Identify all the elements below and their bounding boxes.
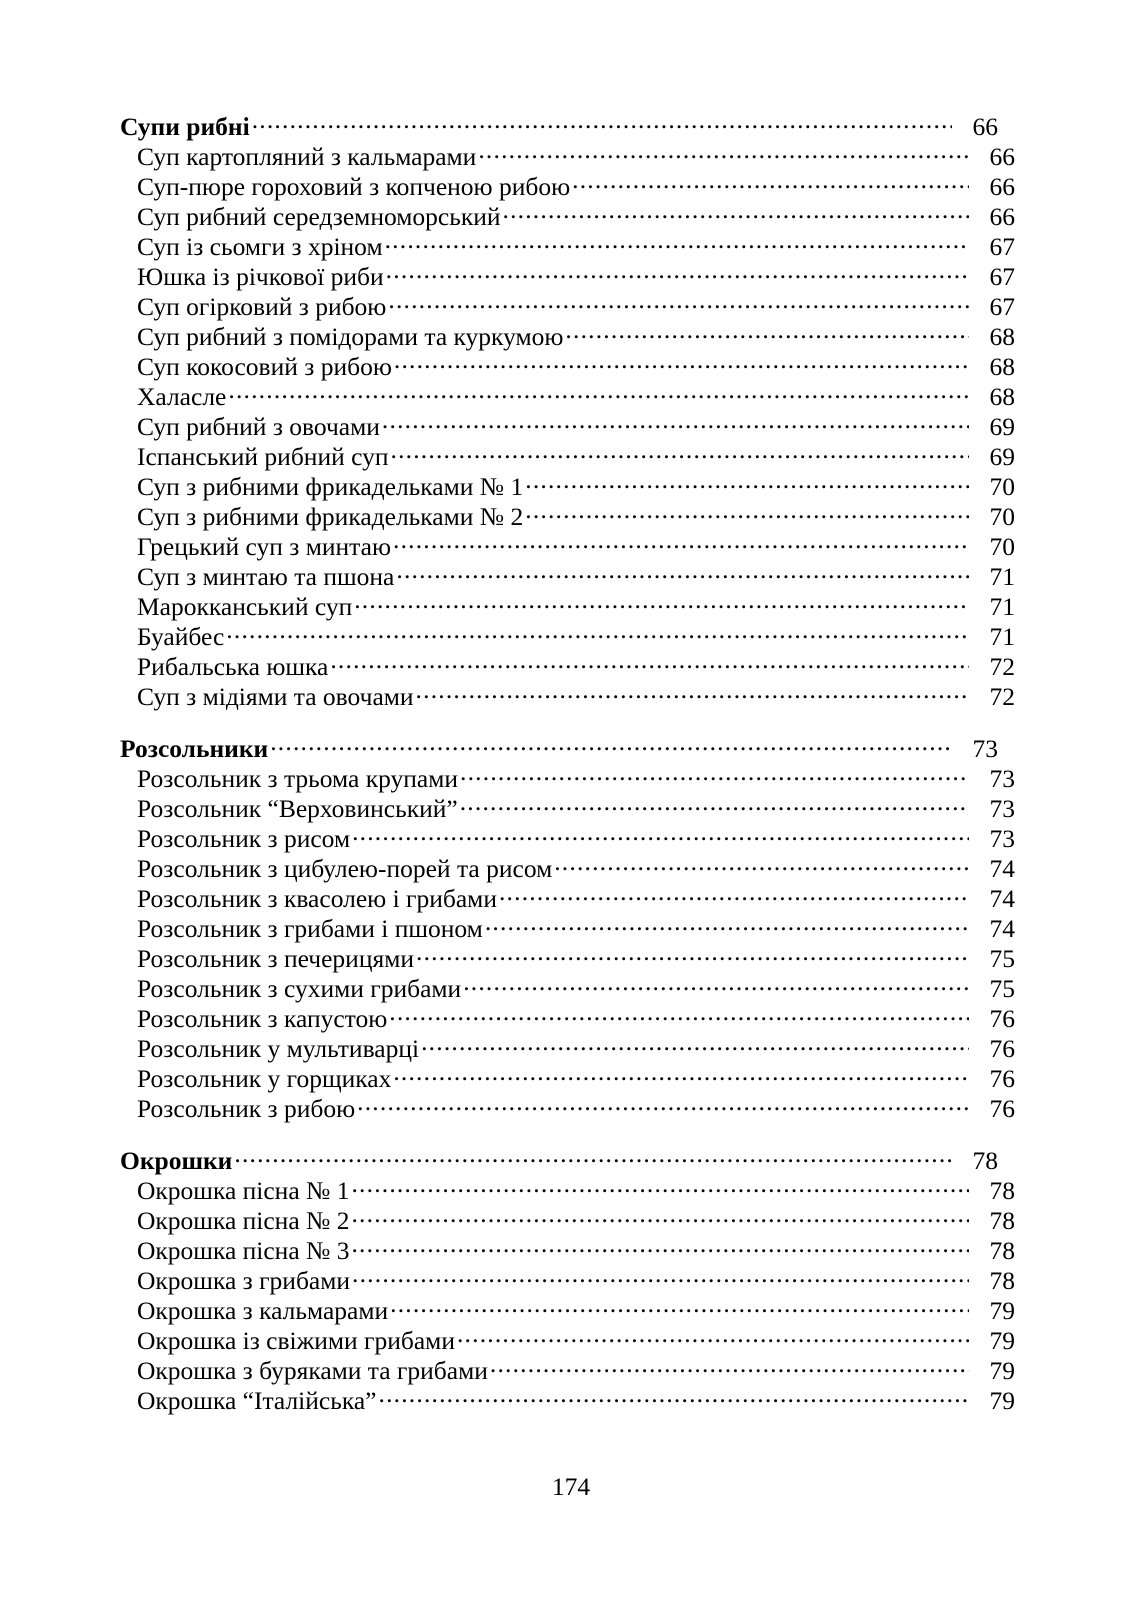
toc-entry-label: Розсольник з цибулею-порей та рисом (137, 854, 553, 883)
dot-leader (499, 891, 969, 907)
toc-entry-label: Окрошка з грибами (137, 1266, 351, 1295)
toc-page-number: 75 (989, 944, 1015, 973)
toc-entry-label: Іспанський рибний суп (137, 442, 389, 471)
dot-leader (485, 921, 969, 937)
toc-entry-label: Розсольник з трьома крупами (137, 764, 459, 793)
dot-leader (460, 801, 969, 817)
toc-entry-row[interactable] (137, 682, 1015, 712)
toc-page-number: 70 (989, 472, 1015, 501)
dot-leader (357, 1101, 969, 1117)
toc-entry-label: Рибальська юшка (137, 652, 329, 681)
toc-entry-label: Юшка із річкової риби (137, 262, 384, 291)
toc-entry-row[interactable] (137, 914, 1015, 944)
toc-heading-label: Розсольники (120, 734, 269, 763)
dot-leader (490, 1363, 969, 1379)
toc-page-number: 78 (989, 1206, 1015, 1235)
toc-entry-row[interactable] (137, 652, 1015, 682)
toc-group (120, 1146, 1015, 1416)
toc-page-number: 71 (989, 622, 1015, 651)
toc-entry-row[interactable] (137, 262, 1015, 292)
toc-entry-row[interactable] (137, 854, 1015, 884)
toc-entry-row[interactable] (137, 1356, 1015, 1386)
footer-page-number: 174 (551, 1472, 591, 1501)
toc-heading-row[interactable] (120, 734, 998, 764)
dot-leader (352, 1273, 969, 1289)
dot-leader (388, 299, 969, 315)
toc-entry-label: Окрошка пісна № 3 (137, 1236, 350, 1265)
toc-entry-row[interactable] (137, 1386, 1015, 1416)
toc-page-number: 66 (989, 142, 1015, 171)
toc-page-number: 68 (989, 322, 1015, 351)
toc-entry-row[interactable] (137, 1064, 1015, 1094)
toc-group (120, 112, 1015, 712)
toc-page-number: 66 (972, 112, 998, 141)
dot-leader (252, 119, 952, 135)
toc-entry-row[interactable] (137, 884, 1015, 914)
toc-heading-label: Супи рибні (120, 112, 250, 141)
dot-leader (385, 239, 969, 255)
dot-leader (354, 599, 969, 615)
toc-heading-row[interactable] (120, 112, 998, 142)
toc-entry-row[interactable] (137, 1004, 1015, 1034)
toc-entry-row[interactable] (137, 974, 1015, 1004)
dot-leader (382, 419, 969, 435)
toc-entry-row[interactable] (137, 1326, 1015, 1356)
toc-entry-label: Розсольник “Верховинський” (137, 794, 458, 823)
toc-group (120, 734, 1015, 1124)
toc-entry-label: Розсольник з капустою (137, 1004, 388, 1033)
toc-entry-label: Суп з мідіями та овочами (137, 682, 414, 711)
toc-entry-label: Розсольник у мультиварці (137, 1034, 420, 1063)
toc-page-number: 73 (989, 824, 1015, 853)
table-of-contents (120, 112, 1015, 1416)
toc-entry-label: Окрошка пісна № 2 (137, 1206, 350, 1235)
dot-leader (352, 831, 969, 847)
toc-entry-row[interactable] (137, 352, 1015, 382)
toc-page-number: 67 (989, 262, 1015, 291)
toc-entry-row[interactable] (137, 322, 1015, 352)
toc-entry-label: Розсольник з рисом (137, 824, 351, 853)
dot-leader (421, 1041, 969, 1057)
toc-entry-row[interactable] (137, 412, 1015, 442)
dot-leader (390, 1303, 969, 1319)
toc-entry-label: Буайбес (137, 622, 225, 651)
toc-entry-row[interactable] (137, 382, 1015, 412)
dot-leader (234, 1153, 952, 1169)
toc-page-number: 73 (989, 764, 1015, 793)
toc-entry-row[interactable] (137, 1296, 1015, 1326)
toc-page-number: 71 (989, 592, 1015, 621)
dot-leader (386, 269, 969, 285)
toc-entry-row[interactable] (137, 592, 1015, 622)
toc-entry-label: Суп рибний з помідорами та куркумою (137, 322, 564, 351)
toc-page-number: 76 (989, 1064, 1015, 1093)
toc-entry-row[interactable] (137, 1094, 1015, 1124)
toc-entry-label: Окрошка з кальмарами (137, 1296, 389, 1325)
toc-entry-label: Розсольник з печерицями (137, 944, 414, 973)
toc-entry-label: Суп огірковий з рибою (137, 292, 387, 321)
toc-page-number: 78 (989, 1266, 1015, 1295)
dot-leader (351, 1213, 969, 1229)
dot-leader (351, 1183, 969, 1199)
toc-page-number: 79 (989, 1356, 1015, 1385)
dot-leader (525, 479, 969, 495)
toc-entry-label: Розсольник з квасолею і грибами (137, 884, 497, 913)
toc-page-number: 79 (989, 1326, 1015, 1355)
toc-entry-row[interactable] (137, 442, 1015, 472)
toc-page-number: 78 (972, 1146, 998, 1175)
toc-entry-label: Розсольник з рибою (137, 1094, 356, 1123)
toc-page-number: 67 (989, 292, 1015, 321)
dot-leader (478, 149, 969, 165)
dot-leader (351, 1243, 969, 1259)
dot-leader (416, 951, 969, 967)
toc-page-number: 67 (989, 232, 1015, 261)
dot-leader (393, 539, 969, 555)
dot-leader (572, 179, 969, 195)
toc-page-number: 66 (989, 172, 1015, 201)
toc-entry-label: Окрошка пісна № 1 (137, 1176, 350, 1205)
toc-entry-row[interactable] (137, 502, 1015, 532)
dot-leader (226, 629, 969, 645)
toc-entry-label: Марокканський суп (137, 592, 353, 621)
toc-page-number: 74 (989, 854, 1015, 883)
dot-leader (554, 861, 969, 877)
toc-entry-label: Розсольник з грибами і пшоном (137, 914, 483, 943)
toc-entry-label: Суп із сьомги з хріном (137, 232, 383, 261)
toc-page-number: 79 (989, 1386, 1015, 1415)
toc-entry-label: Суп з рибними фрикадельками № 1 (137, 472, 524, 501)
dot-leader (394, 359, 969, 375)
toc-entry-label: Суп кокосовий з рибою (137, 352, 392, 381)
toc-entry-row[interactable] (137, 944, 1015, 974)
toc-page-number: 70 (989, 532, 1015, 561)
dot-leader (460, 771, 969, 787)
toc-entry-row[interactable] (137, 1206, 1015, 1236)
dot-leader (391, 449, 970, 465)
toc-entry-row[interactable] (137, 794, 1015, 824)
toc-entry-row[interactable] (137, 1034, 1015, 1064)
dot-leader (565, 329, 969, 345)
toc-entry-row[interactable] (137, 1176, 1015, 1206)
toc-page-number: 79 (989, 1296, 1015, 1325)
toc-entry-label: Розсольник у горщиках (137, 1064, 392, 1093)
toc-page-number: 70 (989, 502, 1015, 531)
toc-entry-row[interactable] (137, 292, 1015, 322)
dot-leader (463, 981, 969, 997)
toc-entry-label: Суп з рибними фрикадельками № 2 (137, 502, 524, 531)
dot-leader (379, 1393, 970, 1409)
toc-entry-row[interactable] (137, 232, 1015, 262)
toc-entry-label: Суп картопляний з кальмарами (137, 142, 477, 171)
dot-leader (228, 389, 969, 405)
toc-page-number: 69 (989, 412, 1015, 441)
toc-page-number: 76 (989, 1094, 1015, 1123)
toc-page-number: 66 (989, 202, 1015, 231)
toc-page-number: 71 (989, 562, 1015, 591)
toc-page-number: 74 (989, 884, 1015, 913)
dot-leader (457, 1333, 969, 1349)
toc-entry-label: Халасле (137, 382, 227, 411)
dot-leader (270, 741, 952, 757)
toc-entry-label: Суп рибний з овочами (137, 412, 380, 441)
toc-heading-label: Окрошки (120, 1146, 233, 1175)
toc-entry-row[interactable] (137, 622, 1015, 652)
toc-page-number: 78 (989, 1176, 1015, 1205)
toc-entry-row[interactable] (137, 1266, 1015, 1296)
toc-page-number: 74 (989, 914, 1015, 943)
toc-entry-row[interactable] (137, 532, 1015, 562)
toc-page-number: 73 (989, 794, 1015, 823)
dot-leader (416, 689, 969, 705)
toc-entry-row[interactable] (137, 472, 1015, 502)
toc-page-number: 75 (989, 974, 1015, 1003)
toc-page-number: 69 (989, 442, 1015, 471)
toc-heading-row[interactable] (120, 1146, 998, 1176)
toc-entry-label: Окрошка із свіжими грибами (137, 1326, 455, 1355)
toc-entry-label: Суп-пюре гороховий з копченою рибою (137, 172, 571, 201)
toc-entry-row[interactable] (137, 562, 1015, 592)
toc-entry-row[interactable] (137, 764, 1015, 794)
dot-leader (396, 569, 969, 585)
toc-page-number: 68 (989, 382, 1015, 411)
toc-entry-label: Суп з минтаю та пшона (137, 562, 395, 591)
toc-entry-row[interactable] (137, 824, 1015, 854)
toc-entry-label: Окрошка “Італійська” (137, 1386, 377, 1415)
toc-page-number: 78 (989, 1236, 1015, 1265)
toc-page-number: 73 (972, 734, 998, 763)
toc-page-number: 76 (989, 1034, 1015, 1063)
dot-leader (503, 209, 970, 225)
toc-entry-row[interactable] (137, 202, 1015, 232)
dot-leader (389, 1011, 969, 1027)
toc-page-number: 76 (989, 1004, 1015, 1033)
dot-leader (525, 509, 969, 525)
toc-entry-row[interactable] (137, 172, 1015, 202)
toc-page-number: 68 (989, 352, 1015, 381)
toc-page-number: 72 (989, 652, 1015, 681)
dot-leader (393, 1071, 969, 1087)
toc-page-number: 72 (989, 682, 1015, 711)
toc-entry-label: Грецький суп з минтаю (137, 532, 391, 561)
toc-entry-label: Окрошка з буряками та грибами (137, 1356, 488, 1385)
toc-entry-row[interactable] (137, 142, 1015, 172)
dot-leader (330, 659, 969, 675)
toc-entry-row[interactable] (137, 1236, 1015, 1266)
toc-entry-label: Розсольник з сухими грибами (137, 974, 462, 1003)
toc-entry-label: Суп рибний середземноморський (137, 202, 501, 231)
